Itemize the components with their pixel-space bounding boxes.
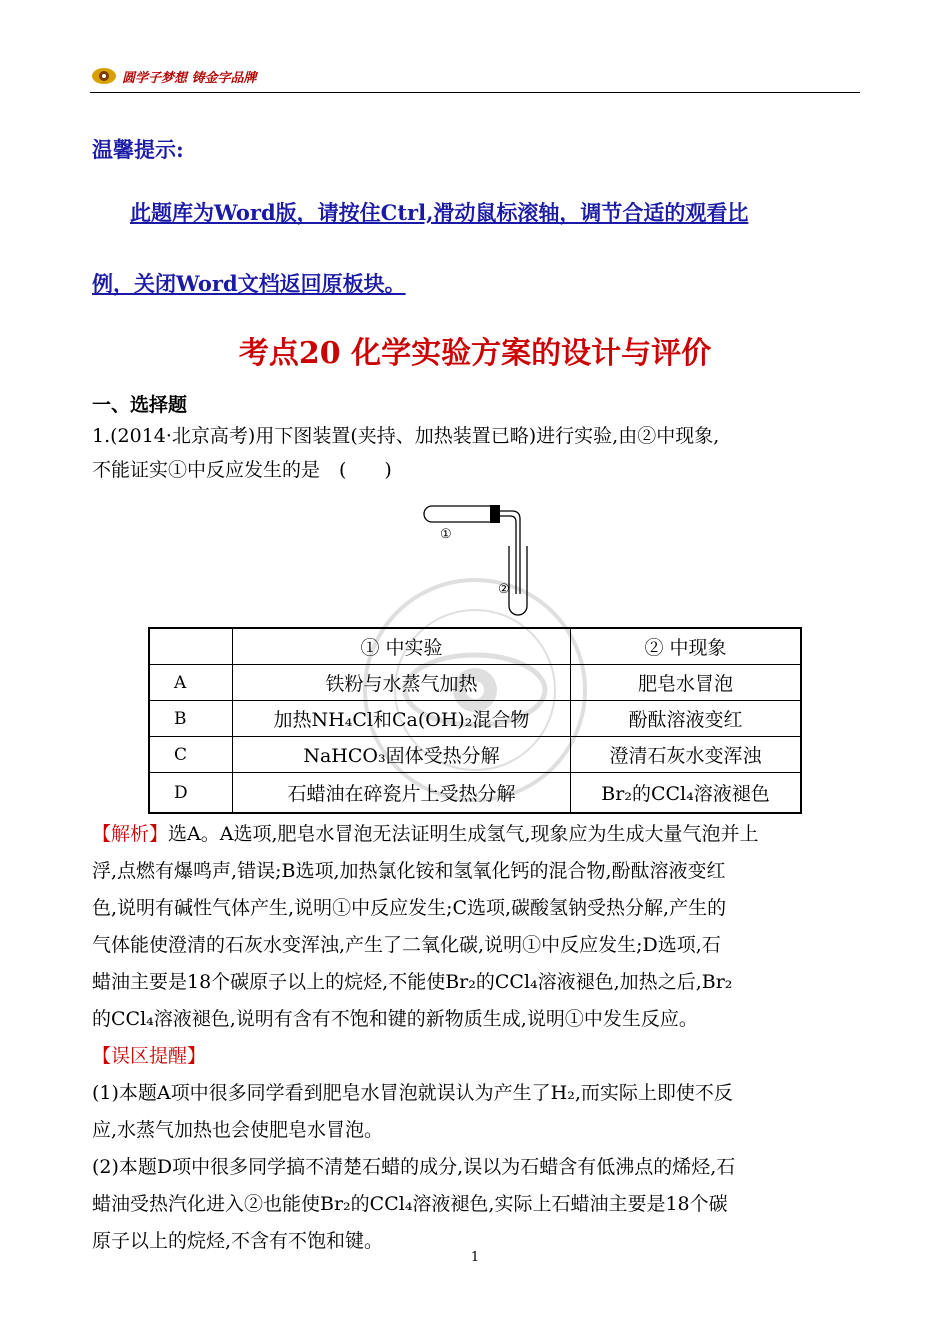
apparatus-figure (410, 498, 550, 618)
analysis-line-3: 色,说明有碱性气体产生,说明①中反应发生;C选项,碳酸氢钠受热分解,产生的 (92, 897, 727, 919)
table-header-cell: ① 中实验 (233, 628, 571, 665)
table-cell-observation: 肥皂水冒泡 (571, 665, 802, 701)
tip-line-2[interactable]: 例，关闭Word文档返回原板块。 (92, 271, 406, 296)
experiment-table (148, 627, 802, 814)
warning-line-2: 应,水蒸气加热也会使肥皂水冒泡。 (92, 1119, 384, 1141)
warning-line-3: (2)本题D项中很多同学搞不清楚石蜡的成分,误以为石蜡含有低沸点的烯烃,石 (92, 1156, 736, 1178)
question-line-1: 1.(2014·北京高考)用下图装置(夹持、加热装置已略)进行实验,由②中现象, (92, 425, 720, 447)
analysis-tag: 【解析】 (92, 823, 169, 845)
table-cell-experiment: NaHCO₃固体受热分解 (233, 737, 571, 773)
table-cell-option: A (149, 665, 233, 701)
table-row (149, 737, 801, 773)
warning-tag: 【误区提醒】 (92, 1045, 207, 1067)
analysis-line-6: 的CCl₄溶液褪色,说明有含有不饱和键的新物质生成,说明①中发生反应。 (92, 1008, 698, 1030)
warning-line-4: 蜡油受热汽化进入②也能使Br₂的CCl₄溶液褪色,实际上石蜡油主要是18个碳 (92, 1193, 728, 1215)
table-cell-option: D (149, 773, 233, 814)
header-brand (90, 66, 257, 86)
page-title: 考点20 化学实验方案的设计与评价 (238, 336, 712, 371)
figure-label-2: ② (498, 582, 510, 597)
analysis-line-4: 气体能使澄清的石灰水变浑浊,产生了二氧化碳,说明①中反应发生;D选项,石 (92, 934, 721, 956)
section-heading: 一、选择题 (92, 394, 188, 416)
analysis-line-1 (92, 816, 759, 853)
figure-label-1: ① (440, 527, 452, 542)
header-divider (90, 92, 860, 93)
warning-line-5: 原子以上的烷烃,不含有不饱和键。 (92, 1230, 384, 1252)
table-row (149, 773, 801, 814)
tip-line-1[interactable]: 此题库为Word版，请按住Ctrl,滑动鼠标滚轴，调节合适的观看比 (130, 200, 749, 225)
brand-text: 圆学子梦想 铸金字品牌 (122, 70, 257, 86)
question-line-2: 不能证实①中反应发生的是 ( ) (92, 459, 392, 481)
tip-title: 温馨提示: (92, 137, 184, 162)
table-cell-experiment: 铁粉与水蒸气加热 (233, 665, 571, 701)
table-header-cell (149, 628, 233, 665)
table-header-cell: ② 中现象 (571, 628, 802, 665)
table-cell-option: B (149, 701, 233, 737)
analysis-line-2: 浮,点燃有爆鸣声,错误;B选项,加热氯化铵和氢氧化钙的混合物,酚酞溶液变红 (92, 860, 726, 882)
page-number: 1 (470, 1250, 480, 1265)
analysis-text: 选A。A选项,肥皂水冒泡无法证明生成氢气,现象应为生成大量气泡并上 (168, 823, 759, 845)
table-row (149, 665, 801, 701)
analysis-line-5: 蜡油主要是18个碳原子以上的烷烃,不能使Br₂的CCl₄溶液褪色,加热之后,Br₂ (92, 971, 733, 993)
table-cell-observation: 澄清石灰水变浑浊 (571, 737, 802, 773)
brand-logo-icon (90, 66, 118, 86)
table-row (149, 701, 801, 737)
table-cell-experiment: 石蜡油在碎瓷片上受热分解 (233, 773, 571, 814)
table-cell-observation: 酚酞溶液变红 (571, 701, 802, 737)
table-header-row (149, 628, 801, 665)
warning-line-1: (1)本题A项中很多同学看到肥皂水冒泡就误认为产生了H₂,而实际上即使不反 (92, 1082, 733, 1104)
table-cell-observation: Br₂的CCl₄溶液褪色 (571, 773, 802, 814)
table-cell-option: C (149, 737, 233, 773)
table-cell-experiment: 加热NH₄Cl和Ca(OH)₂混合物 (233, 701, 571, 737)
